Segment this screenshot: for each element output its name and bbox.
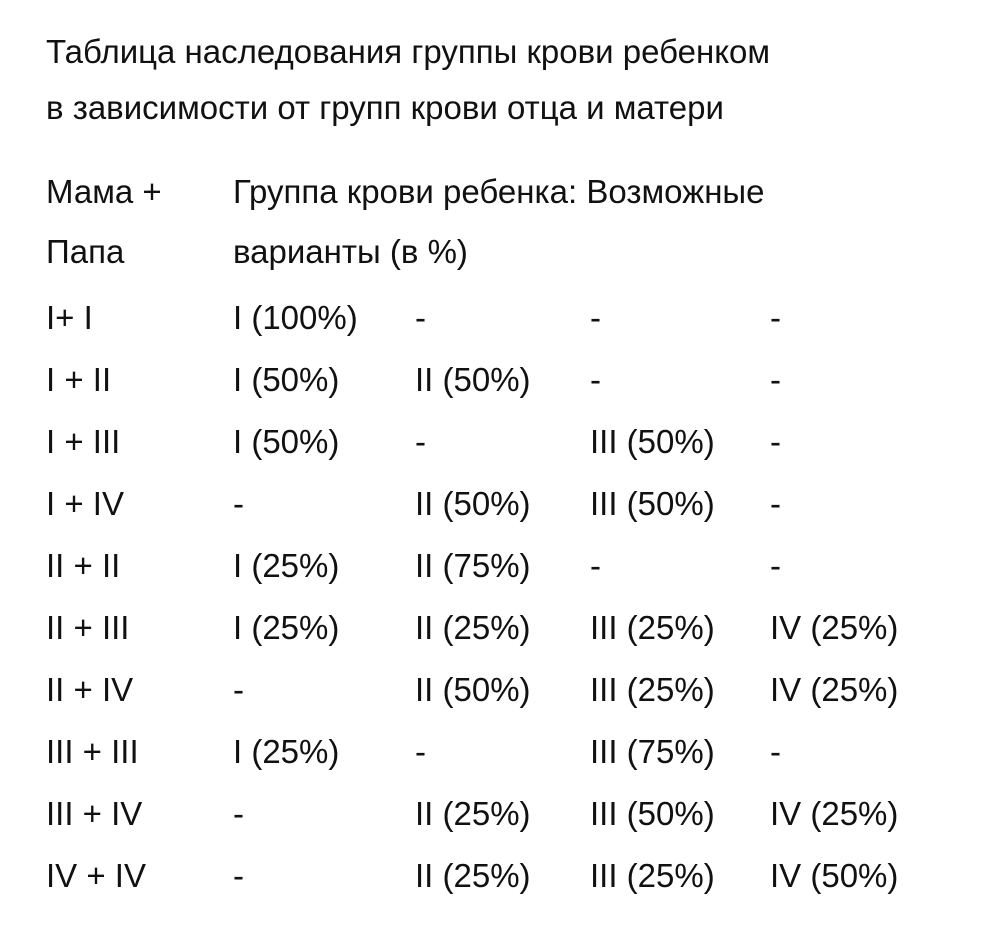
- group-2-cell: -: [415, 733, 426, 770]
- parents-cell: III + III: [46, 733, 139, 770]
- parents-cell: II + II: [46, 547, 121, 584]
- group-2-cell: II (50%): [415, 361, 531, 398]
- group-3-cell: III (25%): [590, 857, 715, 894]
- group-1-cell: I (25%): [233, 547, 340, 584]
- child-column-header: [233, 162, 765, 282]
- group-4-cell: IV (50%): [770, 857, 899, 894]
- page-title: [46, 24, 976, 136]
- group-4-cell: -: [770, 733, 781, 770]
- group-1-cell: I (25%): [233, 609, 340, 646]
- parents-cell: II + IV: [46, 671, 134, 708]
- group-1-cell: -: [233, 857, 244, 894]
- group-3-cell: III (25%): [590, 671, 715, 708]
- group-4-cell: -: [770, 361, 781, 398]
- group-2-cell: II (75%): [415, 547, 531, 584]
- group-1-cell: -: [233, 485, 244, 522]
- group-2-cell: II (50%): [415, 671, 531, 708]
- group-4-cell: -: [770, 547, 781, 584]
- group-2-cell: -: [415, 299, 426, 336]
- group-3-cell: -: [590, 547, 601, 584]
- group-1-cell: -: [233, 795, 244, 832]
- group-4-cell: IV (25%): [770, 609, 899, 646]
- parents-cell: II + III: [46, 609, 130, 646]
- group-3-cell: III (50%): [590, 485, 715, 522]
- group-3-cell: -: [590, 299, 601, 336]
- group-3-cell: III (50%): [590, 795, 715, 832]
- title-line-1: Таблица наследования группы крови ребенком: [46, 33, 771, 70]
- group-1-cell: I (50%): [233, 423, 340, 460]
- child-header-line-1: Группа крови ребенка: Возможные: [233, 173, 765, 210]
- group-3-cell: III (50%): [590, 423, 715, 460]
- parents-cell: I + III: [46, 423, 121, 460]
- parents-cell: I + IV: [46, 485, 124, 522]
- group-4-cell: -: [770, 485, 781, 522]
- group-1-cell: I (25%): [233, 733, 340, 770]
- child-header-line-2: варианты (в %): [233, 233, 468, 270]
- group-2-cell: II (25%): [415, 609, 531, 646]
- parents-cell: IV + IV: [46, 857, 146, 894]
- group-4-cell: IV (25%): [770, 671, 899, 708]
- parents-cell: III + IV: [46, 795, 143, 832]
- group-3-cell: III (75%): [590, 733, 715, 770]
- group-1-cell: I (100%): [233, 299, 358, 336]
- group-4-cell: -: [770, 299, 781, 336]
- group-4-cell: -: [770, 423, 781, 460]
- group-1-cell: -: [233, 671, 244, 708]
- group-2-cell: II (25%): [415, 795, 531, 832]
- title-line-2: в зависимости от групп крови отца и матери: [46, 89, 724, 126]
- parents-column-header: [46, 162, 162, 282]
- group-1-cell: I (50%): [233, 361, 340, 398]
- group-4-cell: IV (25%): [770, 795, 899, 832]
- parents-cell: I+ I: [46, 299, 93, 336]
- parents-cell: I + II: [46, 361, 112, 398]
- group-2-cell: II (50%): [415, 485, 531, 522]
- group-3-cell: -: [590, 361, 601, 398]
- group-2-cell: II (25%): [415, 857, 531, 894]
- parents-header-line-1: Мама +: [46, 173, 162, 210]
- group-2-cell: -: [415, 423, 426, 460]
- parents-header-line-2: Папа: [46, 233, 125, 270]
- group-3-cell: III (25%): [590, 609, 715, 646]
